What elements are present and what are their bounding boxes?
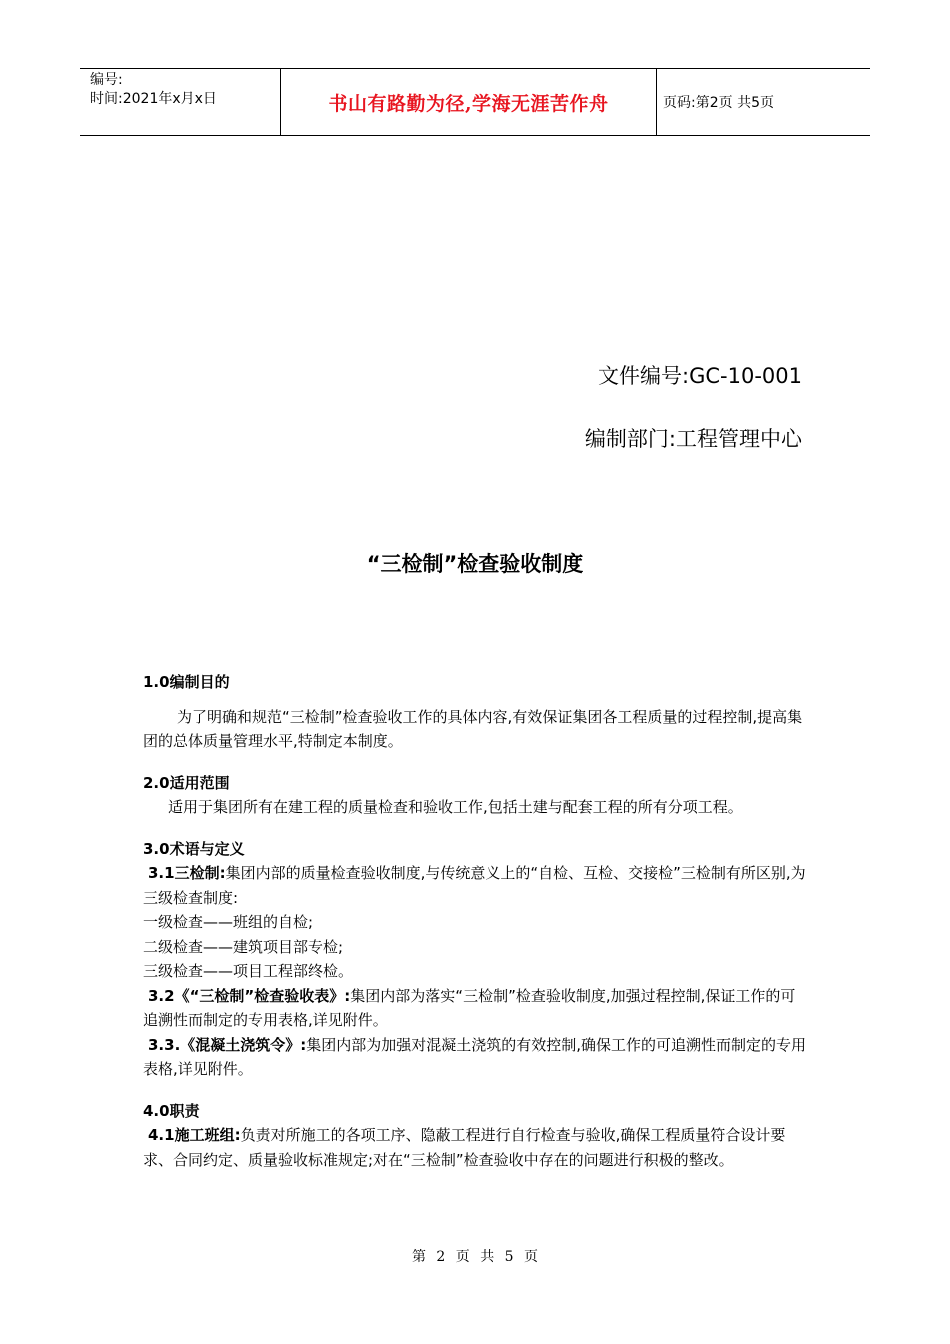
- section-3-3-term: 3.3.《混凝土浇筑令》:: [148, 1035, 307, 1054]
- section-3-1-term: 3.1三检制:: [148, 864, 226, 882]
- section-3-2-text: 集团内部为落实“三检制”检查验收制度,加强过程控制,保证工作的可追溯性而制定的专用表格,详见附件。: [143, 986, 796, 1029]
- section-3-1-level3: 三级检查——项目工程部终检。: [143, 962, 354, 980]
- page-footer: 第 2 页 共 5 页: [411, 1249, 539, 1265]
- header-table: [80, 68, 870, 136]
- number-label: 编号:: [90, 72, 123, 88]
- section-2-text: 适用于集团所有在建工程的质量检查和验收工作,包括土建与配套工程的所有分项工程。: [168, 798, 743, 816]
- document-number: 文件编号:GC-10-001: [598, 364, 802, 388]
- page-title: “三检制”检查验收制度: [366, 552, 584, 576]
- date-label: 时间:2021年x月x日: [90, 91, 217, 107]
- section-3-2: [143, 984, 808, 1033]
- section-3-3: [143, 1033, 808, 1082]
- section-3-heading: 3.0术语与定义: [143, 839, 245, 858]
- section-3-2-term: 3.2《“三检制”检查验收表》:: [148, 986, 351, 1005]
- department: 编制部门:工程管理中心: [584, 427, 802, 451]
- header-left-cell: [80, 69, 281, 135]
- section-1-heading: 1.0编制目的: [143, 673, 230, 691]
- document-body: [143, 670, 808, 1172]
- header-motto: 书山有路勤为径,学海无涯苦作舟: [281, 69, 657, 135]
- section-3-3-text: 集团内部为加强对混凝土浇筑的有效控制,确保工作的可追溯性而制定的专用表格,详见附件。: [143, 1035, 807, 1078]
- section-1-text: 为了明确和规范“三检制”检查验收工作的具体内容,有效保证集团各工程质量的过程控制,提高集团的总体质量管理水平,特制定本制度。: [143, 707, 803, 750]
- section-4-1-term: 4.1施工班组:: [148, 1126, 241, 1144]
- section-3-1-level1: 一级检查——班组的自检;: [143, 913, 314, 931]
- section-4-1: [143, 1123, 808, 1172]
- section-4-1-text: 负责对所施工的各项工序、隐蔽工程进行自行检查与验收,确保工程质量符合设计要求、合同约定、质量验收标准规定;对在“三检制”检查验收中存在的问题进行积极的整改。: [143, 1126, 786, 1169]
- section-3-1: [143, 861, 808, 910]
- section-2-heading: 2.0适用范围: [143, 773, 230, 792]
- section-3-1-level2: 二级检查——建筑项目部专检;: [143, 937, 344, 956]
- section-3-1-text: 集团内部的质量检查验收制度,与传统意义上的“自检、互检、交接检”三检制有所区别,为三级检查制度:: [143, 864, 806, 907]
- header-page-info: 页码:第2页 共5页: [663, 95, 774, 111]
- section-4-heading: 4.0职责: [143, 1101, 200, 1120]
